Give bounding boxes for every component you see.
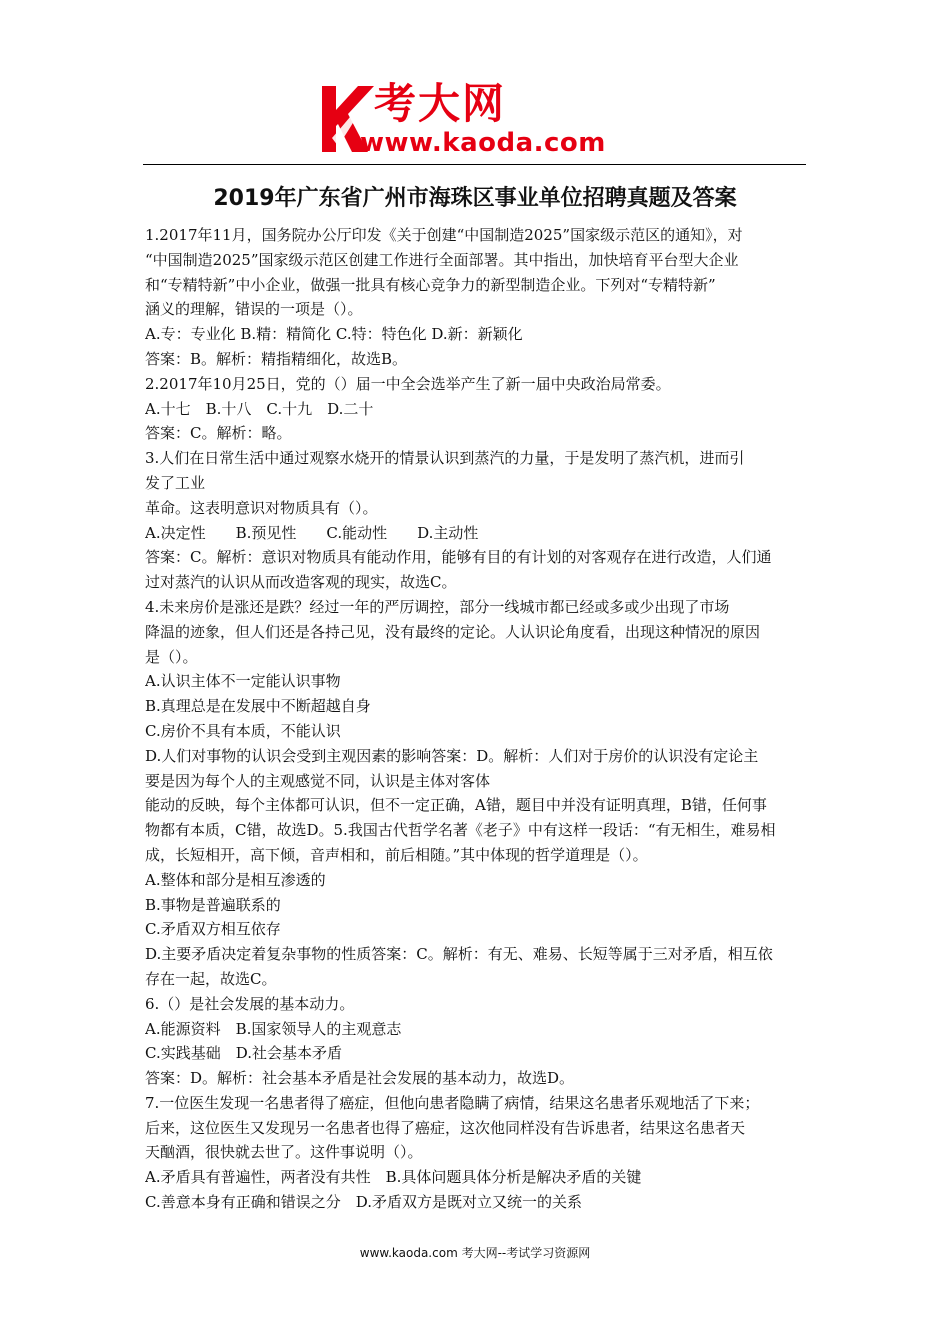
text-line: A.十七 B.十八 C.十九 D.二十 (145, 399, 374, 418)
text-line: 答案：B。解析：精指精细化，故选B。 (145, 349, 408, 368)
document-title: 2019年广东省广州市海珠区事业单位招聘真题及答案 (213, 186, 737, 211)
header-divider (143, 164, 806, 165)
text-line: 要是因为每个人的主观感觉不同，认识是主体对客体 (145, 771, 491, 790)
text-line: 过对蒸汽的认识从而改造客观的现实，故选C。 (145, 573, 457, 592)
brand-url: www.kaoda.com (360, 128, 606, 158)
text-line: C.善意本身有正确和错误之分 D.矛盾双方是既对立又统一的关系 (145, 1193, 582, 1212)
page-footer: www.kaoda.com 考大网--考试学习资源网 (359, 1246, 591, 1260)
text-line: C.矛盾双方相互依存 (145, 920, 281, 939)
text-line: 2.2017年10月25日，党的（）届一中全会选举产生了新一届中央政治局常委。 (145, 374, 671, 393)
text-line: C.房价不具有本质，不能认识 (145, 721, 341, 740)
text-line: 成，长短相开，高下倾，音声相和，前后相随。”其中体现的哲学道理是（）。 (145, 845, 648, 864)
text-line: 6.（）是社会发展的基本动力。 (145, 994, 355, 1013)
text-line: 后来，这位医生又发现另一名患者也得了癌症，这次他同样没有告诉患者，结果这名患者天 (145, 1118, 746, 1137)
text-line: B.真理总是在发展中不断超越自身 (145, 697, 371, 716)
text-line: 革命。这表明意识对物质具有（）。 (145, 498, 378, 517)
text-line: 是（）。 (145, 647, 198, 666)
text-line: A.认识主体不一定能认识事物 (145, 672, 341, 691)
text-line: 降温的迹象，但人们还是各持己见，没有最终的定论。人认识论角度看，出现这种情况的原因 (145, 622, 761, 641)
text-line: D.主要矛盾决定着复杂事物的性质答案：C。解析：有无、难易、长短等属于三对矛盾，相互依 (145, 945, 773, 964)
text-line: A.决定性 B.预见性 C.能动性 D.主动性 (145, 523, 479, 542)
text-line: “中国制造2025”国家级示范区创建工作进行全面部署。其中指出，加快培育平台型大企业 (145, 250, 739, 269)
text-line: 答案：D。解析：社会基本矛盾是社会发展的基本动力，故选D。 (145, 1069, 575, 1088)
text-line: A.专：专业化 B.精：精简化 C.特：特色化 D.新：新颖化 (145, 325, 523, 344)
text-line: 答案：C。解析：略。 (145, 424, 292, 443)
text-line: 存在一起，故选C。 (145, 969, 277, 988)
text-line: 能动的反映，每个主体都可认识，但不一定正确，A错，题目中并没有证明真理，B错，任何事 (145, 796, 767, 815)
text-line: B.事物是普遍联系的 (145, 895, 281, 914)
text-line: 和“专精特新”中小企业，做强一批具有核心竞争力的新型制造企业。下列对“专精特新” (145, 275, 716, 294)
text-line: 7.一位医生发现一名患者得了癌症，但他向患者隐瞒了病情，结果这名患者乐观地活了下来； (145, 1093, 760, 1112)
text-line: 涵义的理解，错误的一项是（）。 (145, 300, 363, 319)
text-line: 答案：C。解析：意识对物质具有能动作用，能够有目的有计划的对客观存在进行改造，人们通 (145, 548, 772, 567)
text-line: D.人们对事物的认识会受到主观因素的影响答案：D。解析：人们对于房价的认识没有定论主 (145, 746, 759, 765)
text-line: 4.未来房价是涨还是跌？经过一年的严厉调控，部分一线城市都已经或多或少出现了市场 (145, 597, 730, 616)
text-line: 发了工业 (145, 473, 206, 492)
text-line: A.矛盾具有普遍性，两者没有共性 B.具体问题具体分析是解决矛盾的关键 (145, 1168, 642, 1187)
text-line: 物都有本质，C错，故选D。5.我国古代哲学名著《老子》中有这样一段话：“有无相生，难易相 (145, 821, 776, 840)
text-line: A.能源资料 B.国家领导人的主观意志 (145, 1019, 402, 1038)
brand-logo (318, 80, 648, 160)
text-line: 1.2017年11月，国务院办公厅印发《关于创建“中国制造2025”国家级示范区的通知》，对 (145, 226, 743, 244)
text-line: C.实践基础 D.社会基本矛盾 (145, 1044, 342, 1063)
text-line: 3.人们在日常生活中通过观察水烧开的情景认识到蒸汽的力量，于是发明了蒸汽机，进而引 (145, 449, 745, 468)
text-line: 天酗酒，很快就去世了。这件事说明（）。 (145, 1143, 423, 1162)
text-line: A.整体和部分是相互渗透的 (145, 870, 326, 889)
document-body (145, 223, 810, 1215)
brand-name: 考大网 (374, 79, 507, 128)
